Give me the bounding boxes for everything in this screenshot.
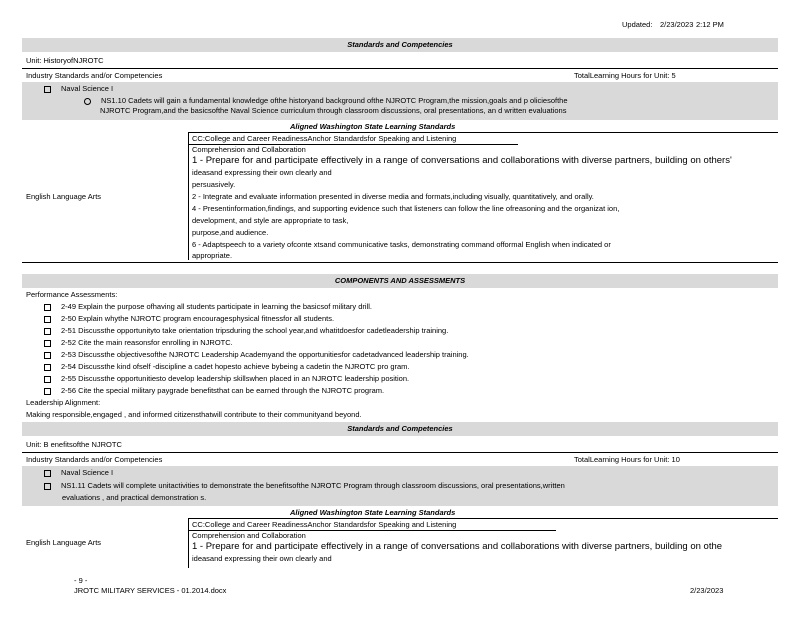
updated-time: 2:12 PM — [696, 20, 724, 29]
cc-line: CC:College and Career ReadinessAnchor Standardsfor Speaking and Listening — [192, 520, 457, 529]
performance-label: Performance Assessments: — [26, 290, 118, 299]
industry-label-1: Industry Standards and/or Competencies — [26, 71, 163, 80]
divider — [188, 518, 778, 519]
divider — [188, 132, 189, 260]
bullet-circle-icon — [84, 98, 91, 105]
assessment-item: 2-52 Cite the main reasonsfor enrolling in NJROTC. — [44, 338, 233, 348]
checkbox-icon — [44, 304, 51, 311]
cc-line: ideasand expressing their own clearly and — [192, 168, 332, 177]
checkbox-icon — [44, 483, 51, 490]
cc-line: purpose,and audience. — [192, 228, 269, 237]
cc-line: 1 - Prepare for and participate effectively in a range of conversations and collaborations with diverse partners, building on others' — [192, 155, 732, 166]
assessment-item: 2-49 Explain the purpose ofhaving all students participate in learning the basicsof military drill. — [44, 302, 372, 312]
cc-line: ideasand expressing their own clearly and — [192, 554, 332, 563]
divider — [22, 68, 778, 69]
naval-science-2: Naval Science I — [44, 468, 113, 478]
industry-label-2: Industry Standards and/or Competencies — [26, 455, 163, 464]
ns-code-1: NS1.10 Cadets will gain a fundamental knowledge ofthe historyand background ofthe NJROTC Program,the mission,goals and p oliciesofthe — [84, 96, 568, 106]
assessment-item: 2-56 Cite the special military paygrade benefitsthat can be earned through the NJROTC program. — [44, 386, 384, 396]
checkbox-icon — [44, 388, 51, 395]
updated-label: Updated: — [622, 20, 653, 29]
components-title: COMPONENTS AND ASSESSMENTS — [334, 276, 466, 285]
unit-title-2: Unit: B enefitsofthe NJROTC — [26, 440, 122, 449]
footer-doc-name: JROTC MILITARY SERVICES - 01.2014.docx — [74, 586, 227, 595]
cc-line: development, and style are appropriate to task, — [192, 216, 349, 225]
ela-label-2: English Language Arts — [26, 538, 102, 547]
cc-line: Comprehension and Collaboration — [192, 531, 306, 540]
page-number: - 9 - — [74, 576, 88, 585]
cc-line: 4 - Presentinformation,findings, and supporting evidence such that listeners can follow the line ofreasoning and the organizat ion, — [192, 204, 620, 213]
divider — [22, 262, 778, 263]
cc-line: 6 - Adaptspeech to a variety ofconte xtsand communicative tasks, demonstrating command offormal English when indicated or — [192, 240, 611, 249]
updated-date: 2/23/2023 — [660, 20, 694, 29]
ela-label-1: English Language Arts — [26, 192, 102, 201]
aligned-title-1: Aligned Washington State Learning Standards — [290, 122, 456, 131]
aligned-title-2: Aligned Washington State Learning Standards — [290, 508, 456, 517]
naval-science-1: Naval Science I — [44, 84, 113, 94]
cc-line: 1 - Prepare for and participate effectively in a range of conversations and collaborations with diverse partners, building on othe — [192, 541, 723, 552]
total-hours-1: TotalLearning Hours for Unit: 5 — [574, 71, 676, 80]
standards-title-2: Standards and Competencies — [347, 424, 453, 433]
checkbox-icon — [44, 352, 51, 359]
checkbox-icon — [44, 328, 51, 335]
checkbox-icon — [44, 86, 51, 93]
total-hours-2: TotalLearning Hours for Unit: 10 — [574, 455, 680, 464]
assessment-item: 2-50 Explain whythe NJROTC program encouragesphysical fitnessfor all students. — [44, 314, 334, 324]
cc-line: 2 - Integrate and evaluate information presented in diverse media and formats,including visually, quantitatively, and orally. — [192, 192, 594, 201]
standards-title-1: Standards and Competencies — [347, 40, 453, 49]
checkbox-icon — [44, 376, 51, 383]
cc-line: appropriate. — [192, 251, 233, 260]
divider — [188, 518, 189, 568]
divider — [22, 452, 778, 453]
assessment-item: 2-55 Discussthe opportunitiesto develop leadership skillswhen placed in an NJROTC leadership position. — [44, 374, 409, 384]
ns-code-2: NS1.11 Cadets will complete unitactivities to demonstrate the benefitsofthe NJROTC Program through classroom discussions, oral presentations,written — [44, 481, 565, 491]
checkbox-icon — [44, 470, 51, 477]
ns-code-1-cont: NJROTC Program,and the basicsofthe Naval Science curriculum through classroom discussions, oral presentations, an d written evaluations — [100, 106, 567, 115]
leadership-text: Making responsible,engaged , and informed citizensthatwill contribute to their communityand beyond. — [26, 410, 362, 419]
cc-line: persuasively. — [192, 180, 236, 189]
checkbox-icon — [44, 364, 51, 371]
cc-line: CC:College and Career ReadinessAnchor Standardsfor Speaking and Listening — [192, 134, 457, 143]
divider — [188, 132, 778, 133]
leadership-label: Leadership Alignment: — [26, 398, 101, 407]
checkbox-icon — [44, 316, 51, 323]
assessment-item: 2-53 Discussthe objectivesofthe NJROTC Leadership Academyand the opportunitiesfor cadetadvanced leadership training. — [44, 350, 469, 360]
unit-title-1: Unit: HistoryofNJROTC — [26, 56, 104, 65]
checkbox-icon — [44, 340, 51, 347]
assessment-item: 2-54 Discussthe kind ofself -discipline a cadet hopesto achieve bybeing a cadetin the NJROTC pro gram. — [44, 362, 410, 372]
cc-line: Comprehension and Collaboration — [192, 145, 306, 154]
footer-date: 2/23/2023 — [690, 586, 724, 595]
assessment-item: 2-51 Discussthe opportunityto take orientation tripsduring the school year,and whatitdoesfor cadetleadership training. — [44, 326, 448, 336]
ns-code-2-cont: evaluations , and practical demonstration s. — [62, 493, 207, 502]
